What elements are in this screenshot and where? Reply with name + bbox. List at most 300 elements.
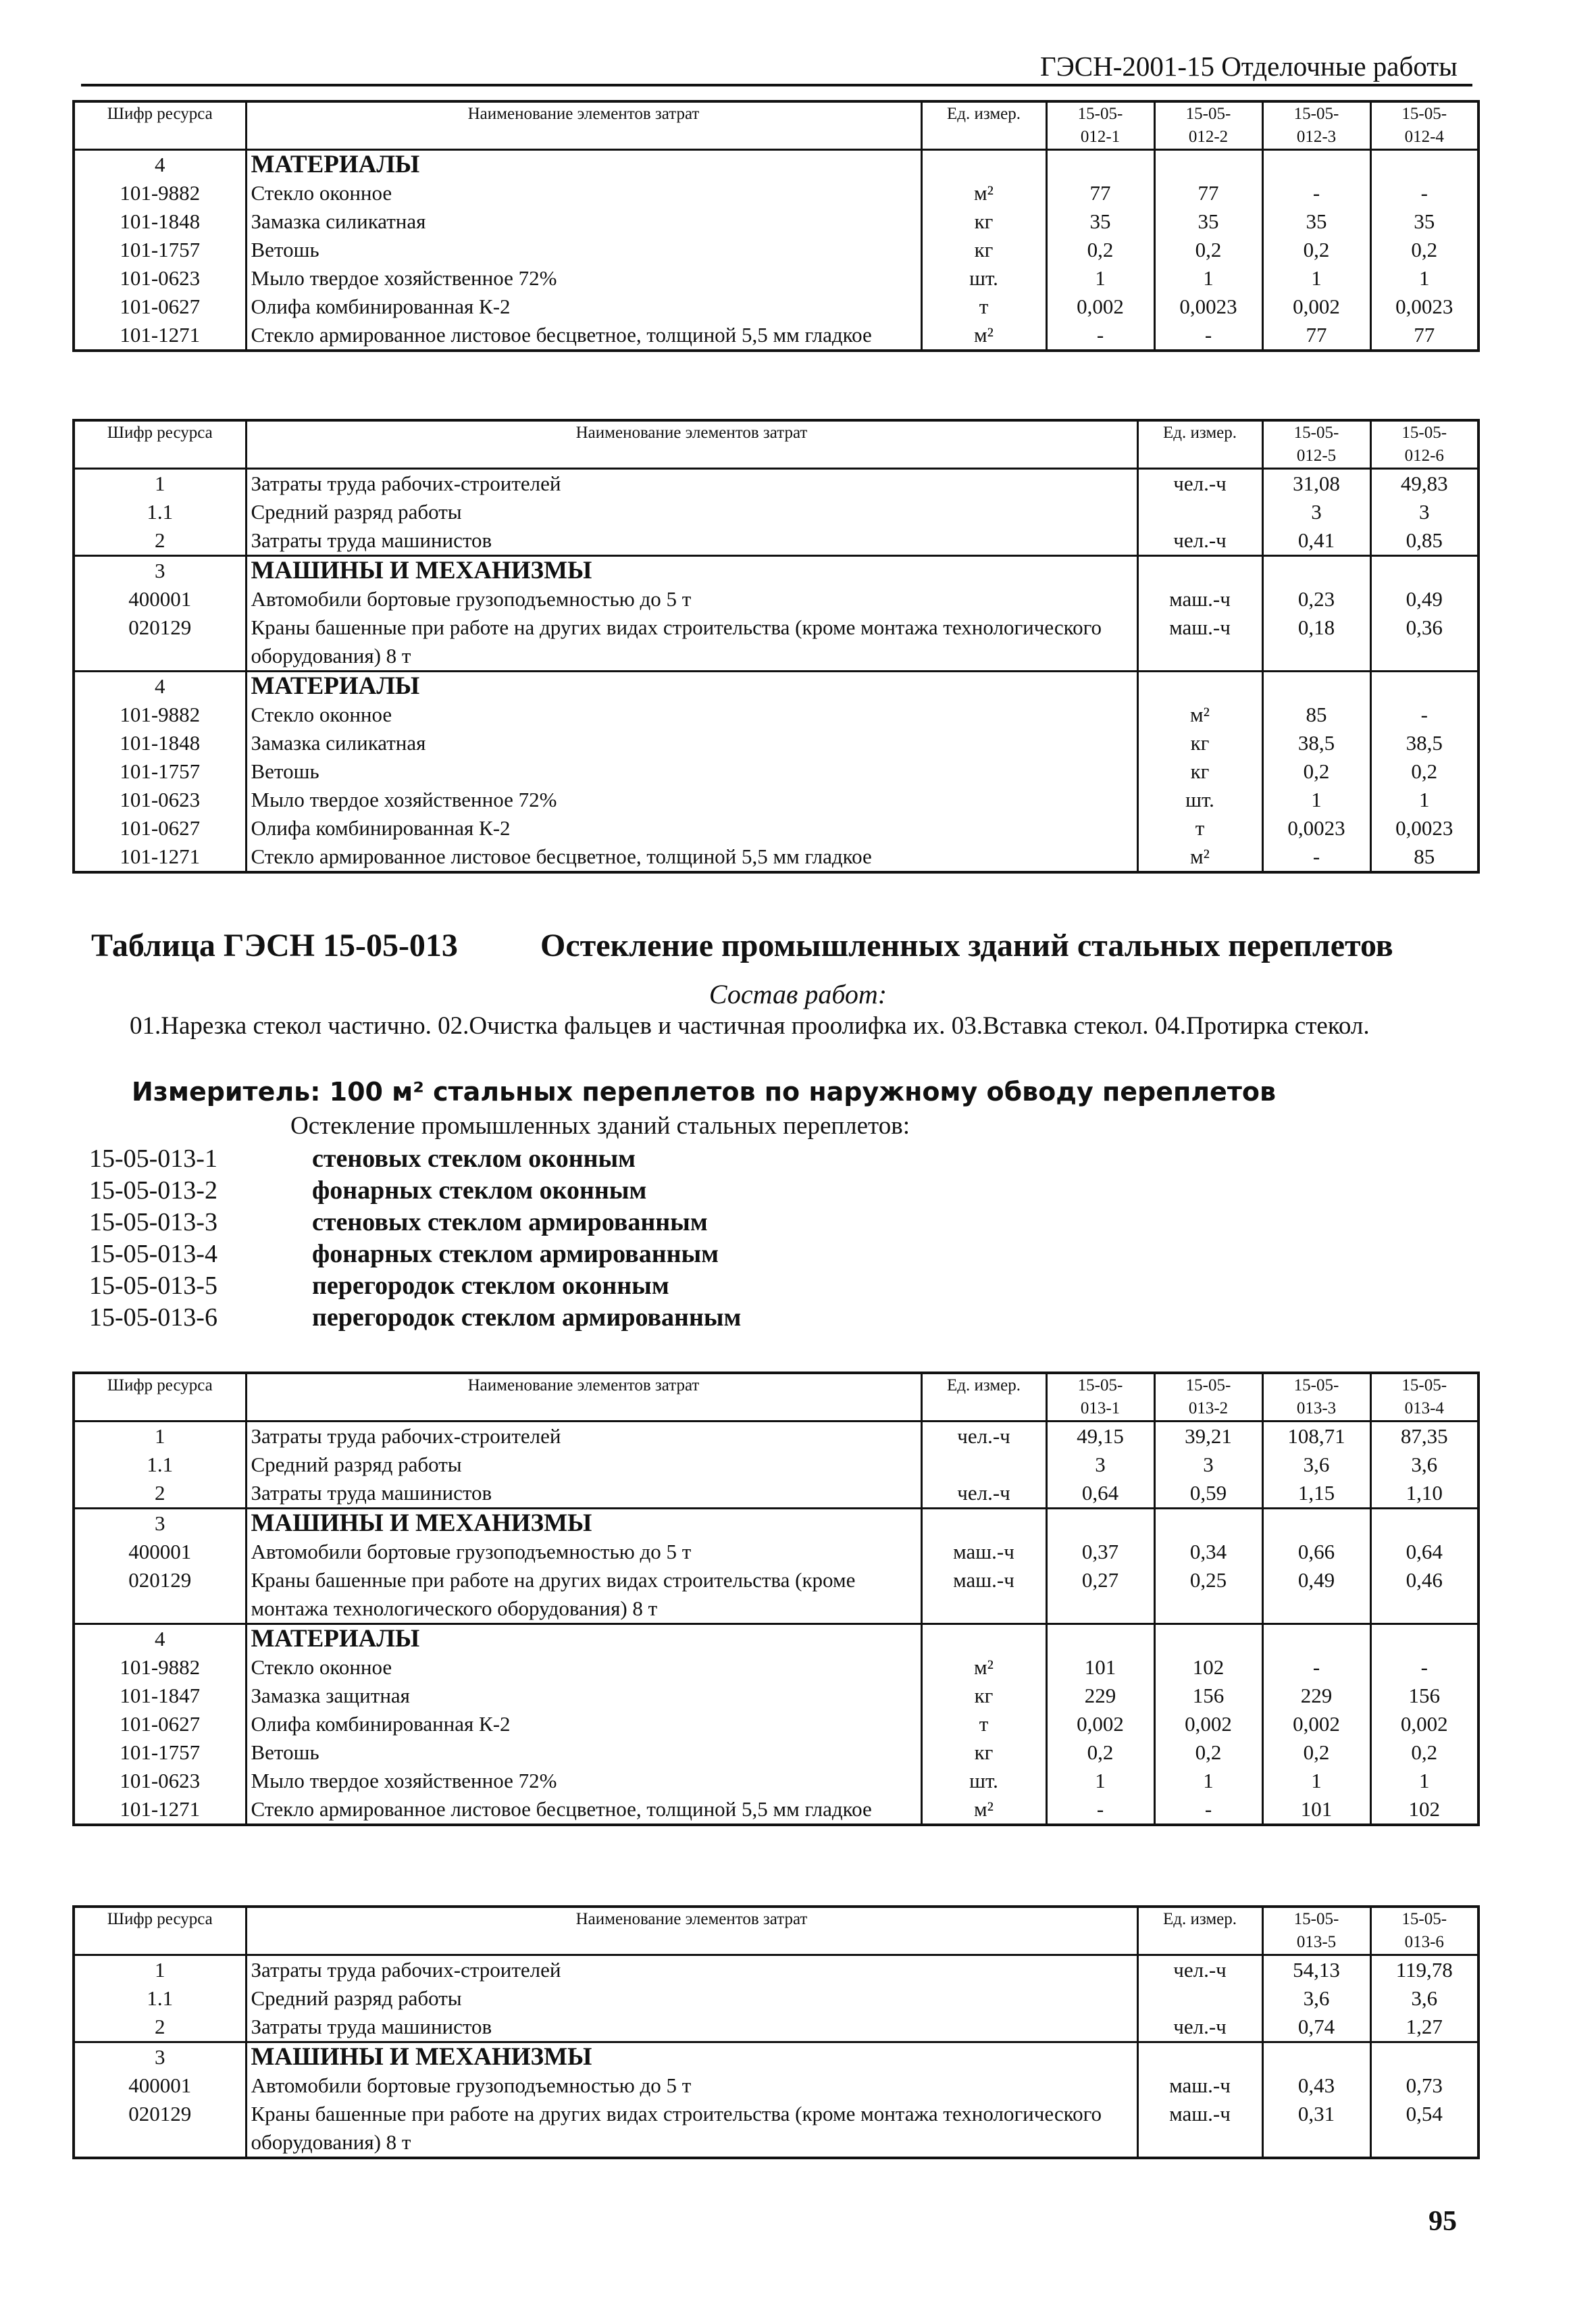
table-row — [74, 1738, 1478, 1767]
cell-name: МАТЕРИАЛЫ — [246, 150, 921, 180]
measure-intro: Остекление промышленных зданий стальных переплетов: — [290, 1112, 910, 1140]
cell-value — [1154, 1509, 1262, 1538]
cell-code: 101-0627 — [74, 293, 246, 321]
cell-unit: маш.-ч — [1137, 2071, 1262, 2100]
code-list-item — [89, 1207, 741, 1238]
cell-code: 101-0627 — [74, 814, 246, 842]
cell-name: Краны башенные при работе на других видах строительства (кроме монтажа технологического оборудования) 8 т — [246, 613, 1137, 672]
cell-value: 102 — [1370, 1795, 1478, 1825]
cell-name: Мыло твердое хозяйственное 72% — [246, 1767, 921, 1795]
cell-code: 2 — [74, 526, 246, 556]
table-group-row — [74, 556, 1478, 586]
cell-name: Мыло твердое хозяйственное 72% — [246, 786, 1137, 814]
cell-value — [1046, 1624, 1154, 1654]
code-desc: стеновых стеклом оконным — [312, 1145, 636, 1173]
cell-code: 3 — [74, 1509, 246, 1538]
cell-value: 0,66 — [1262, 1538, 1370, 1566]
cell-name: Олифа комбинированная К-2 — [246, 293, 921, 321]
cell-value: 0,0023 — [1262, 814, 1370, 842]
cell-unit: м² — [921, 1653, 1046, 1682]
cell-unit: кг — [1137, 729, 1262, 757]
cell-value: 0,46 — [1370, 1566, 1478, 1624]
cell-value: 0,25 — [1154, 1566, 1262, 1624]
cell-unit: чел.-ч — [921, 1422, 1046, 1451]
cell-unit: кг — [921, 207, 1046, 236]
cell-value — [1154, 150, 1262, 180]
resource-table-012-5-6 — [72, 419, 1480, 874]
cell-value: 0,18 — [1262, 613, 1370, 672]
cell-name: Замазка защитная — [246, 1682, 921, 1710]
cell-name: Затраты труда рабочих-строителей — [246, 469, 1137, 499]
cell-value: 35 — [1370, 207, 1478, 236]
cell-code: 020129 — [74, 1566, 246, 1624]
table-row — [74, 842, 1478, 872]
cell-code: 101-0623 — [74, 1767, 246, 1795]
header-norm-code: 15-05- 012-6 — [1370, 420, 1478, 469]
cell-unit: т — [921, 1710, 1046, 1738]
cell-value: 0,43 — [1262, 2071, 1370, 2100]
cell-unit — [1137, 2042, 1262, 2072]
cell-value: 0,2 — [1262, 757, 1370, 786]
cell-code: 101-1848 — [74, 207, 246, 236]
cell-value: 31,08 — [1262, 469, 1370, 499]
cell-value: 38,5 — [1262, 729, 1370, 757]
header-code: Шифр ресурса — [74, 1907, 246, 1955]
cell-name: Замазка силикатная — [246, 729, 1137, 757]
cell-value: - — [1370, 701, 1478, 729]
cell-value: 0,2 — [1262, 1738, 1370, 1767]
cell-code: 101-1757 — [74, 236, 246, 264]
cell-value: 0,54 — [1370, 2100, 1478, 2158]
cell-value: 35 — [1046, 207, 1154, 236]
header-norm-code: 15-05- 012-4 — [1370, 101, 1478, 150]
table-row — [74, 757, 1478, 786]
table-row — [74, 729, 1478, 757]
cell-code: 1 — [74, 469, 246, 499]
cell-value: - — [1262, 842, 1370, 872]
cell-value: 156 — [1154, 1682, 1262, 1710]
code-list — [89, 1143, 741, 1334]
code-id: 15-05-013-2 — [89, 1176, 217, 1205]
cell-code: 101-9882 — [74, 179, 246, 207]
cell-value: 119,78 — [1370, 1955, 1478, 1985]
cell-value: 38,5 — [1370, 729, 1478, 757]
cell-value — [1370, 556, 1478, 586]
cell-code: 020129 — [74, 2100, 246, 2158]
table-row — [74, 1451, 1478, 1479]
cell-value: 0,36 — [1370, 613, 1478, 672]
header-norm-code: 15-05- 012-1 — [1046, 101, 1154, 150]
cell-value: 54,13 — [1262, 1955, 1370, 1985]
cell-value: 0,2 — [1370, 236, 1478, 264]
cell-value: 87,35 — [1370, 1422, 1478, 1451]
cell-unit: шт. — [921, 264, 1046, 293]
table-row — [74, 613, 1478, 672]
cell-value: 3,6 — [1262, 1451, 1370, 1479]
cell-code: 3 — [74, 556, 246, 586]
cell-name: Мыло твердое хозяйственное 72% — [246, 264, 921, 293]
cell-code: 400001 — [74, 585, 246, 613]
table-row — [74, 1984, 1478, 2013]
cell-unit: чел.-ч — [1137, 526, 1262, 556]
cell-value: 1 — [1154, 1767, 1262, 1795]
cell-name: Стекло оконное — [246, 1653, 921, 1682]
cell-value: 101 — [1262, 1795, 1370, 1825]
cell-code: 101-1847 — [74, 1682, 246, 1710]
cell-value: 39,21 — [1154, 1422, 1262, 1451]
cell-name: Краны башенные при работе на других видах строительства (кроме монтажа технологического оборудования) 8 т — [246, 2100, 1137, 2158]
cell-value: 0,002 — [1046, 1710, 1154, 1738]
section-description: Остекление промышленных зданий стальных переплетов — [540, 928, 1393, 963]
header-unit: Ед. измер. — [921, 101, 1046, 150]
cell-value: - — [1262, 179, 1370, 207]
cell-code: 1 — [74, 1955, 246, 1985]
cell-value: - — [1154, 1795, 1262, 1825]
cell-value — [1046, 150, 1154, 180]
cell-code: 1 — [74, 1422, 246, 1451]
cell-value — [1370, 1509, 1478, 1538]
cell-value: 0,23 — [1262, 585, 1370, 613]
cell-value: 0,73 — [1370, 2071, 1478, 2100]
code-id: 15-05-013-5 — [89, 1272, 217, 1300]
cell-value: 1,27 — [1370, 2013, 1478, 2042]
cell-value — [1046, 1509, 1154, 1538]
code-id: 15-05-013-4 — [89, 1240, 217, 1268]
table-row — [74, 1955, 1478, 1985]
cell-code: 1.1 — [74, 498, 246, 526]
table-row — [74, 207, 1478, 236]
table-row — [74, 1479, 1478, 1509]
cell-value: 85 — [1370, 842, 1478, 872]
cell-code: 400001 — [74, 1538, 246, 1566]
cell-value: 49,15 — [1046, 1422, 1154, 1451]
header-norm-code: 15-05- 013-5 — [1262, 1907, 1370, 1955]
cell-code: 400001 — [74, 2071, 246, 2100]
cell-value — [1262, 556, 1370, 586]
cell-name: Краны башенные при работе на других видах строительства (кроме монтажа технологического оборудования) 8 т — [246, 1566, 921, 1624]
cell-unit: маш.-ч — [1137, 585, 1262, 613]
cell-value: 1 — [1370, 786, 1478, 814]
cell-value: 35 — [1154, 207, 1262, 236]
table-row — [74, 293, 1478, 321]
code-id: 15-05-013-6 — [89, 1303, 217, 1332]
cell-value: 0,2 — [1154, 1738, 1262, 1767]
cell-value: 3 — [1262, 498, 1370, 526]
cell-unit — [921, 1451, 1046, 1479]
cell-value: 0,74 — [1262, 2013, 1370, 2042]
cell-unit: м² — [921, 1795, 1046, 1825]
table-row — [74, 1566, 1478, 1624]
cell-value: 1 — [1262, 264, 1370, 293]
cell-value: 77 — [1046, 179, 1154, 207]
cell-value: 1 — [1262, 786, 1370, 814]
cell-name: Стекло оконное — [246, 179, 921, 207]
cell-code: 2 — [74, 2013, 246, 2042]
cell-unit — [921, 1509, 1046, 1538]
work-composition-text: 01.Нарезка стекол частично. 02.Очистка фальцев и частичная проолифка их. 03.Вставка стекол. 04.Протирка стекол. — [130, 1012, 1370, 1040]
cell-value: 3 — [1046, 1451, 1154, 1479]
table-row — [74, 2071, 1478, 2100]
cell-value: 0,002 — [1370, 1710, 1478, 1738]
cell-value: 3,6 — [1370, 1451, 1478, 1479]
cell-name: Ветошь — [246, 757, 1137, 786]
code-list-item — [89, 1270, 741, 1302]
header-norm-code: 15-05- 013-4 — [1370, 1373, 1478, 1422]
cell-value: - — [1046, 1795, 1154, 1825]
cell-name: Замазка силикатная — [246, 207, 921, 236]
cell-value — [1370, 1624, 1478, 1654]
cell-code: 101-1757 — [74, 757, 246, 786]
table-row — [74, 236, 1478, 264]
cell-code: 101-0627 — [74, 1710, 246, 1738]
table-group-row — [74, 1624, 1478, 1654]
cell-unit: чел.-ч — [1137, 2013, 1262, 2042]
resource-table-013-1-4 — [72, 1372, 1480, 1826]
code-id: 15-05-013-1 — [89, 1145, 217, 1173]
section-title: Таблица ГЭСН 15-05-013 — [91, 928, 458, 963]
cell-value: 3 — [1370, 498, 1478, 526]
cell-unit: маш.-ч — [1137, 613, 1262, 672]
code-desc: фонарных стеклом армированным — [312, 1240, 719, 1268]
header-name: Наименование элементов затрат — [246, 420, 1137, 469]
table-row — [74, 786, 1478, 814]
cell-unit: кг — [921, 236, 1046, 264]
header-unit: Ед. измер. — [921, 1373, 1046, 1422]
cell-unit: чел.-ч — [1137, 469, 1262, 499]
cell-value: 1,15 — [1262, 1479, 1370, 1509]
cell-value: 229 — [1262, 1682, 1370, 1710]
cell-value: 0,2 — [1370, 1738, 1478, 1767]
cell-value: 85 — [1262, 701, 1370, 729]
cell-value: 3,6 — [1370, 1984, 1478, 2013]
code-desc: стеновых стеклом армированным — [312, 1208, 708, 1236]
cell-value: - — [1262, 1653, 1370, 1682]
cell-value: 3,6 — [1262, 1984, 1370, 2013]
cell-name: Ветошь — [246, 236, 921, 264]
cell-value: 0,2 — [1046, 236, 1154, 264]
cell-value: 0,85 — [1370, 526, 1478, 556]
cell-value: 101 — [1046, 1653, 1154, 1682]
cell-value: 77 — [1154, 179, 1262, 207]
cell-unit — [921, 1624, 1046, 1654]
cell-code: 101-1757 — [74, 1738, 246, 1767]
cell-value — [1370, 2042, 1478, 2072]
cell-value: 1 — [1046, 1767, 1154, 1795]
cell-value: 0,2 — [1046, 1738, 1154, 1767]
cell-value: 1 — [1262, 1767, 1370, 1795]
cell-unit: маш.-ч — [921, 1538, 1046, 1566]
cell-unit — [921, 150, 1046, 180]
cell-name: Автомобили бортовые грузоподъемностью до 5 т — [246, 2071, 1137, 2100]
cell-value: 0,59 — [1154, 1479, 1262, 1509]
cell-name: Стекло оконное — [246, 701, 1137, 729]
cell-value: 0,002 — [1262, 293, 1370, 321]
cell-unit: т — [921, 293, 1046, 321]
work-composition-label: Состав работ: — [709, 979, 887, 1009]
header-rule — [81, 84, 1472, 86]
cell-unit: м² — [921, 321, 1046, 351]
table-row — [74, 1422, 1478, 1451]
code-desc: перегородок стеклом оконным — [312, 1272, 669, 1300]
header-unit: Ед. измер. — [1137, 420, 1262, 469]
code-list-item — [89, 1175, 741, 1207]
table-row — [74, 1538, 1478, 1566]
code-list-item — [89, 1238, 741, 1270]
cell-code: 101-9882 — [74, 701, 246, 729]
cell-name: МАШИНЫ И МЕХАНИЗМЫ — [246, 1509, 921, 1538]
cell-value — [1154, 1624, 1262, 1654]
cell-value: 0,49 — [1262, 1566, 1370, 1624]
cell-name: Затраты труда машинистов — [246, 526, 1137, 556]
table-row — [74, 526, 1478, 556]
cell-code: 101-1848 — [74, 729, 246, 757]
cell-code: 101-0623 — [74, 786, 246, 814]
cell-value: 0,002 — [1154, 1710, 1262, 1738]
cell-name: Затраты труда машинистов — [246, 1479, 921, 1509]
cell-unit: маш.-ч — [921, 1566, 1046, 1624]
cell-value: 1 — [1370, 264, 1478, 293]
table-row — [74, 585, 1478, 613]
table-row — [74, 701, 1478, 729]
cell-value: 0,2 — [1262, 236, 1370, 264]
page-number: 95 — [1428, 2206, 1457, 2237]
cell-name: МАТЕРИАЛЫ — [246, 672, 1137, 701]
cell-value: 77 — [1370, 321, 1478, 351]
cell-value: 0,37 — [1046, 1538, 1154, 1566]
cell-name: Ветошь — [246, 1738, 921, 1767]
cell-code: 4 — [74, 672, 246, 701]
measure-unit: Измеритель: 100 м² стальных переплетов по наружному обводу переплетов — [132, 1077, 1277, 1107]
table-row — [74, 321, 1478, 351]
cell-code: 4 — [74, 150, 246, 180]
header-norm-code: 15-05- 013-3 — [1262, 1373, 1370, 1422]
header-code: Шифр ресурса — [74, 1373, 246, 1422]
table-row — [74, 179, 1478, 207]
cell-name: Олифа комбинированная К-2 — [246, 814, 1137, 842]
cell-name: Затраты труда рабочих-строителей — [246, 1422, 921, 1451]
code-id: 15-05-013-3 — [89, 1208, 217, 1236]
running-header: ГЭСН-2001-15 Отделочные работы — [1040, 51, 1458, 82]
resource-table-013-5-6 — [72, 1905, 1480, 2159]
cell-name: Затраты труда машинистов — [246, 2013, 1137, 2042]
cell-value: 35 — [1262, 207, 1370, 236]
header-norm-code: 15-05- 013-2 — [1154, 1373, 1262, 1422]
table-row — [74, 2013, 1478, 2042]
cell-name: МАШИНЫ И МЕХАНИЗМЫ — [246, 556, 1137, 586]
cell-value: 0,64 — [1370, 1538, 1478, 1566]
cell-unit — [1137, 556, 1262, 586]
cell-unit: кг — [921, 1682, 1046, 1710]
cell-value: 1 — [1370, 1767, 1478, 1795]
table-row — [74, 814, 1478, 842]
cell-code: 1.1 — [74, 1984, 246, 2013]
cell-value: 1,10 — [1370, 1479, 1478, 1509]
cell-value: 0,34 — [1154, 1538, 1262, 1566]
table-group-row — [74, 2042, 1478, 2072]
cell-name: Олифа комбинированная К-2 — [246, 1710, 921, 1738]
cell-value: - — [1370, 1653, 1478, 1682]
cell-name: Затраты труда рабочих-строителей — [246, 1955, 1137, 1985]
cell-value: 0,27 — [1046, 1566, 1154, 1624]
cell-value: 3 — [1154, 1451, 1262, 1479]
cell-unit: м² — [921, 179, 1046, 207]
header-norm-code: 15-05- 012-2 — [1154, 101, 1262, 150]
cell-name: Средний разряд работы — [246, 1984, 1137, 2013]
cell-value: 0,0023 — [1154, 293, 1262, 321]
cell-value: 0,41 — [1262, 526, 1370, 556]
cell-unit: м² — [1137, 701, 1262, 729]
cell-value: 0,2 — [1370, 757, 1478, 786]
cell-code: 101-1271 — [74, 842, 246, 872]
cell-value — [1262, 1509, 1370, 1538]
cell-unit: шт. — [1137, 786, 1262, 814]
cell-unit: т — [1137, 814, 1262, 842]
cell-value: 156 — [1370, 1682, 1478, 1710]
table-row — [74, 1682, 1478, 1710]
table-group-row — [74, 1509, 1478, 1538]
code-desc: перегородок стеклом армированным — [312, 1303, 742, 1332]
cell-value: 0,31 — [1262, 2100, 1370, 2158]
table-group-row — [74, 150, 1478, 180]
cell-unit: кг — [1137, 757, 1262, 786]
cell-code: 4 — [74, 1624, 246, 1654]
cell-code: 1.1 — [74, 1451, 246, 1479]
cell-value — [1370, 150, 1478, 180]
cell-value: 229 — [1046, 1682, 1154, 1710]
cell-value: 0,0023 — [1370, 293, 1478, 321]
cell-value: 77 — [1262, 321, 1370, 351]
cell-value: 108,71 — [1262, 1422, 1370, 1451]
cell-code: 101-1271 — [74, 321, 246, 351]
resource-table-012-1-4 — [72, 100, 1480, 352]
cell-value: - — [1046, 321, 1154, 351]
header-name: Наименование элементов затрат — [246, 1373, 921, 1422]
header-name: Наименование элементов затрат — [246, 1907, 1137, 1955]
cell-code: 101-0623 — [74, 264, 246, 293]
cell-code: 020129 — [74, 613, 246, 672]
header-code: Шифр ресурса — [74, 101, 246, 150]
cell-unit: м² — [1137, 842, 1262, 872]
cell-name: МАТЕРИАЛЫ — [246, 1624, 921, 1654]
header-norm-code: 15-05- 013-1 — [1046, 1373, 1154, 1422]
header-norm-code: 15-05- 012-5 — [1262, 420, 1370, 469]
cell-value: 1 — [1046, 264, 1154, 293]
cell-value: 49,83 — [1370, 469, 1478, 499]
code-desc: фонарных стеклом оконным — [312, 1176, 647, 1205]
table-group-row — [74, 672, 1478, 701]
cell-value: 1 — [1154, 264, 1262, 293]
cell-name: Стекло армированное листовое бесцветное, толщиной 5,5 мм гладкое — [246, 321, 921, 351]
cell-value — [1262, 2042, 1370, 2072]
cell-unit: кг — [921, 1738, 1046, 1767]
header-code: Шифр ресурса — [74, 420, 246, 469]
table-row — [74, 469, 1478, 499]
cell-code: 2 — [74, 1479, 246, 1509]
cell-unit: чел.-ч — [921, 1479, 1046, 1509]
table-row — [74, 2100, 1478, 2158]
header-unit: Ед. измер. — [1137, 1907, 1262, 1955]
header-norm-code: 15-05- 013-6 — [1370, 1907, 1478, 1955]
cell-value: - — [1154, 321, 1262, 351]
cell-name: Средний разряд работы — [246, 498, 1137, 526]
table-row — [74, 1795, 1478, 1825]
cell-value: 102 — [1154, 1653, 1262, 1682]
cell-value — [1262, 150, 1370, 180]
cell-value: 0,2 — [1154, 236, 1262, 264]
cell-name: МАШИНЫ И МЕХАНИЗМЫ — [246, 2042, 1137, 2072]
cell-unit — [1137, 672, 1262, 701]
table-row — [74, 1710, 1478, 1738]
